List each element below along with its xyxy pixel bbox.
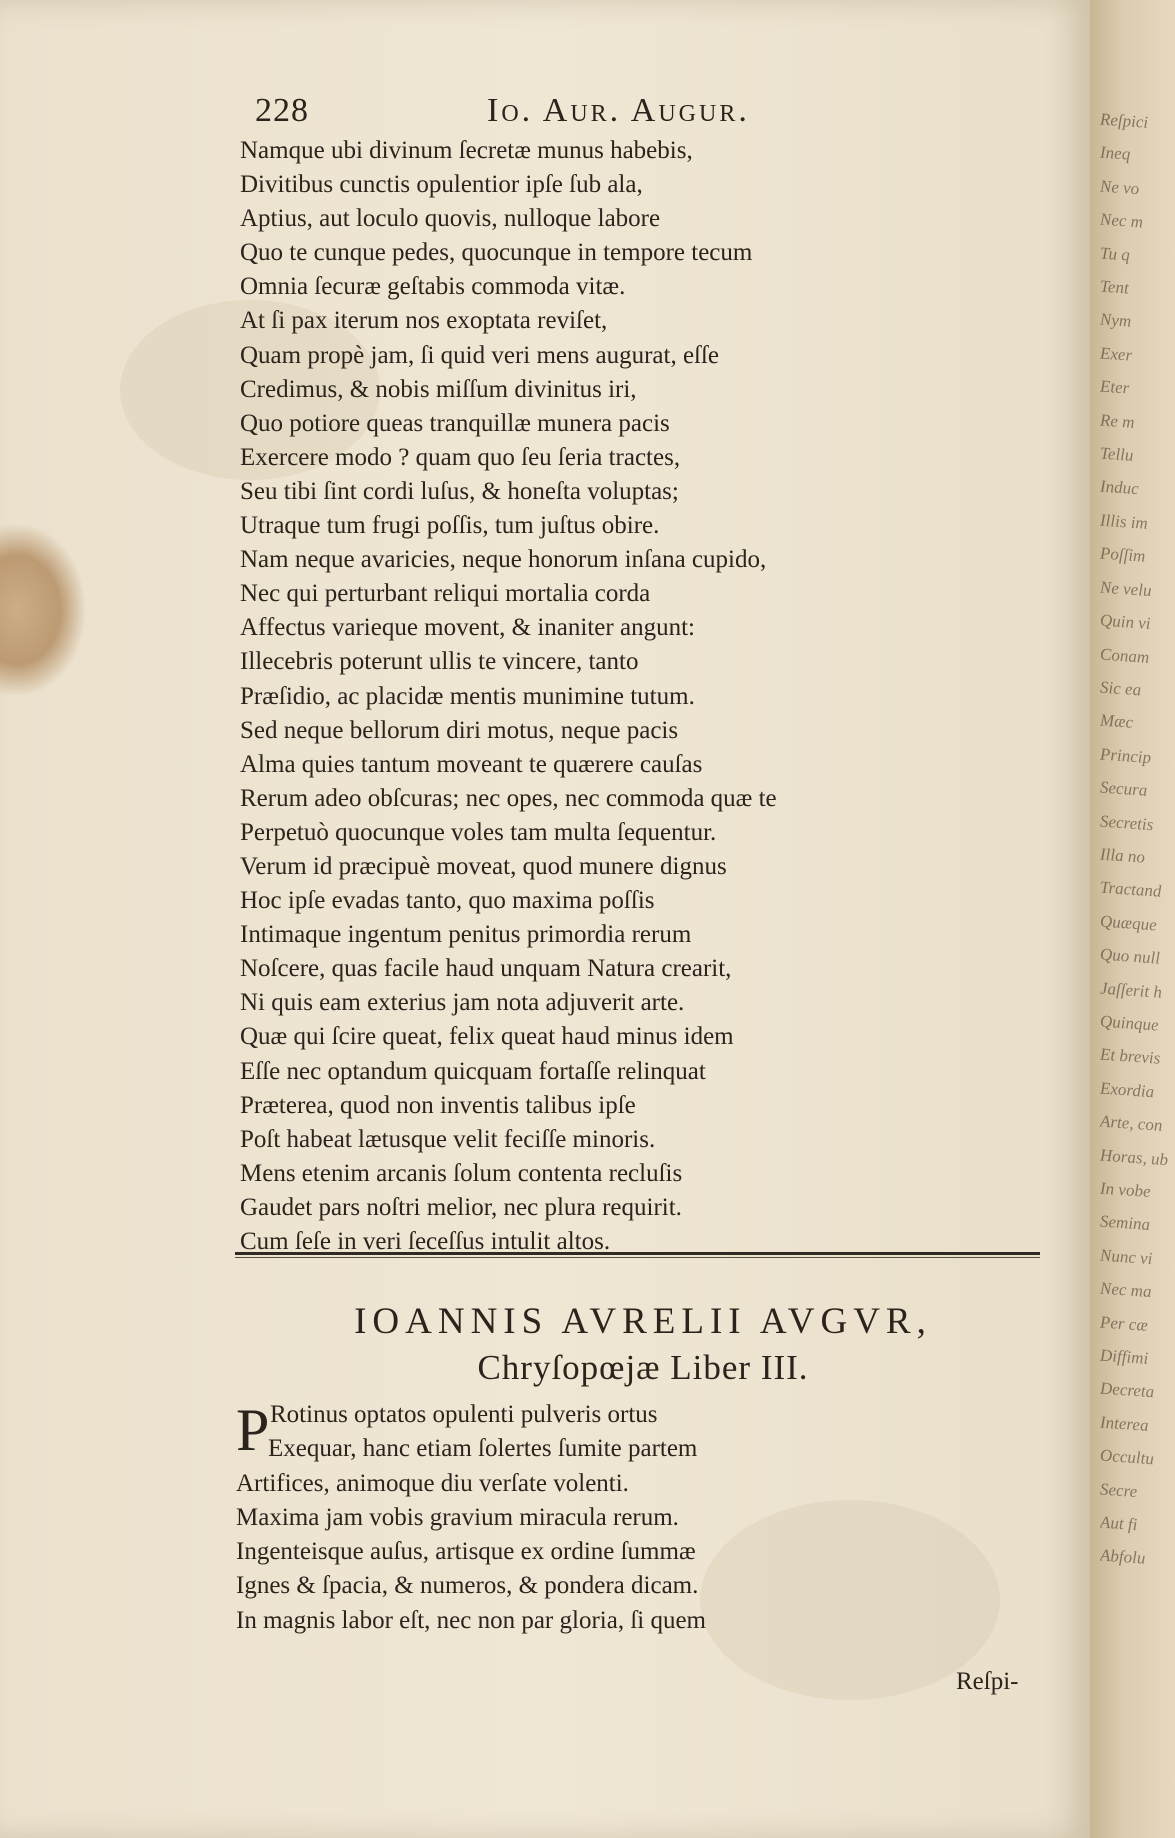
verse-line: Quo te cunque pedes, quocunque in tempore tecum — [240, 239, 753, 267]
facing-page-line: Decreta — [1100, 1378, 1155, 1402]
facing-page-line: Horas, ub — [1100, 1145, 1169, 1169]
facing-page-line: Nunc vi — [1100, 1245, 1153, 1269]
facing-page-line: Arte, con — [1100, 1111, 1163, 1136]
facing-page-line: Re m — [1100, 410, 1135, 432]
verse-line: Perpetuò quocunque voles tam multa ſequentur. — [240, 818, 717, 846]
facing-page-line: Quinque — [1100, 1011, 1159, 1035]
facing-page-line: Secura — [1100, 777, 1148, 800]
verse-line: Exequar, hanc etiam ſolertes ſumite partem — [268, 1435, 698, 1463]
verse-line: Mens etenim arcanis ſolum contenta recluſis — [240, 1159, 683, 1187]
facing-page-text — [1100, 103, 1170, 1578]
verse-line: Quo potiore queas tranquillæ munera pacis — [240, 409, 670, 437]
facing-page-line: Tractand — [1100, 877, 1162, 902]
facing-page-line: Poſſim — [1100, 543, 1146, 567]
verse-line: Sed neque bellorum diri motus, neque pacis — [240, 716, 679, 744]
facing-page-line: Princip — [1100, 744, 1151, 767]
verse-line: Noſcere, quas facile haud unquam Natura crearit, — [240, 955, 732, 983]
verse-line: Divitibus cunctis opulentior ipſe ſub ala, — [240, 171, 643, 199]
verse-line: Ni quis eam exterius jam nota adjuverit arte. — [240, 989, 685, 1017]
facing-page-line: Diffimi — [1100, 1345, 1149, 1368]
verse-line: Poſt habeat lætusque velit feciſſe minoris. — [240, 1125, 656, 1153]
verse-line: Præſidio, ac placidæ mentis munimine tutum. — [240, 682, 695, 710]
facing-page-line: Nym — [1100, 309, 1132, 332]
drop-capital: P — [236, 1397, 270, 1463]
verse-line: At ſi pax iterum nos exoptata reviſet, — [240, 307, 608, 335]
facing-page-line: Jaſſerit h — [1100, 978, 1162, 1002]
verse-line: Quam propè jam, ſi quid veri mens augurat, eſſe — [240, 341, 720, 369]
book-title: IOANNIS AVRELII AVGVR, — [354, 1301, 932, 1342]
facing-page-line: Interea — [1100, 1412, 1149, 1435]
verse-line: Eſſe nec optandum quicquam fortaſſe relinquat — [240, 1057, 706, 1085]
verse-line: Præterea, quod non inventis talibus ipſe — [240, 1091, 636, 1119]
facing-page-line: Induc — [1100, 477, 1139, 499]
torn-paper-patch — [0, 525, 85, 695]
verse-block — [240, 134, 960, 1259]
verse-line: Nec qui perturbant reliqui mortalia corda — [240, 580, 651, 608]
verse-line: Rotinus optatos opulenti pulveris ortus — [270, 1401, 658, 1428]
verse-line: Exercere modo ? quam quo ſeu ſeria tractes, — [240, 443, 681, 471]
running-head: Io. Aur. Augur. — [487, 92, 750, 129]
verse-line: Omnia ſecuræ geſtabis commoda vitæ. — [240, 273, 626, 301]
verse-line: Alma quies tantum moveant te quærere cauſas — [240, 750, 703, 778]
section-divider-rule — [235, 1252, 1040, 1258]
facing-page-line: In vobe — [1100, 1178, 1151, 1202]
facing-page-line: Quo null — [1100, 944, 1160, 968]
verse-line: Affectus varieque movent, & inaniter angunt: — [240, 614, 695, 642]
facing-page-line: Conam — [1100, 644, 1150, 667]
verse-line: Credimus, & nobis miſſum divinitus iri, — [240, 375, 637, 403]
facing-page-line: Tellu — [1100, 443, 1134, 465]
verse-line: Namque ubi divinum ſecretæ munus habebis, — [240, 137, 693, 164]
facing-page-line: Ne velu — [1100, 577, 1152, 600]
verse-line: Aptius, aut loculo quovis, nulloque labore — [240, 205, 661, 233]
facing-page-line: Aut fi — [1100, 1512, 1138, 1535]
facing-page-line: Exordia — [1100, 1078, 1155, 1102]
facing-page-line: Semina — [1100, 1211, 1151, 1235]
verse-line: Maxima jam vobis gravium miracula rerum. — [236, 1503, 679, 1531]
facing-page-line: Occultu — [1100, 1445, 1154, 1469]
facing-page-line: Ne vo — [1100, 176, 1140, 199]
verse-line: Ignes & ſpacia, & numeros, & pondera dicam. — [236, 1572, 699, 1600]
facing-page-line: Abfolu — [1100, 1546, 1146, 1569]
verse-block-book-three — [236, 1398, 956, 1638]
verse-line: Cum ſeſe in veri ſeceſſus intulit altos. — [240, 1228, 611, 1255]
verse-line: Seu tibi ſint cordi luſus, & honeſta voluptas; — [240, 477, 679, 505]
facing-page-line: Illa no — [1100, 844, 1145, 867]
facing-page-line: Nec m — [1100, 209, 1143, 232]
verse-line: Quæ qui ſcire queat, felix queat haud minus idem — [240, 1023, 734, 1051]
verse-line: Verum id præcipuè moveat, quod munere dignus — [240, 852, 727, 880]
verse-line: Artifices, animoque diu verſate volenti. — [236, 1469, 629, 1497]
page-number: 228 — [255, 92, 309, 129]
facing-page-line: Secretis — [1100, 811, 1154, 834]
facing-page-line: Eter — [1100, 376, 1130, 398]
verse-line: Nam neque avaricies, neque honorum inſana cupido, — [240, 546, 767, 574]
facing-page-line: Illis im — [1100, 510, 1148, 533]
verse-line: Rerum adeo obſcuras; nec opes, nec commoda quæ te — [240, 784, 777, 812]
facing-page-line: Tent — [1100, 276, 1129, 298]
facing-page-line: Exer — [1100, 343, 1133, 365]
facing-page-line: Reſpici — [1100, 109, 1149, 132]
facing-page-line: Et brevis — [1100, 1044, 1161, 1069]
facing-page-line: Secre — [1100, 1479, 1138, 1501]
verse-line: Hoc ipſe evadas tanto, quo maxima poſſis — [240, 887, 655, 915]
verse-line: In magnis labor eſt, nec non par gloria, ſi quem — [236, 1606, 707, 1634]
facing-page-line: Nec ma — [1100, 1278, 1152, 1302]
page-header — [255, 92, 845, 134]
facing-page-edge — [1090, 0, 1175, 1838]
verse-line: Gaudet pars noſtri melior, nec plura requirit. — [240, 1193, 682, 1221]
verse-line: Ingenteisque auſus, artisque ex ordine ſummæ — [236, 1538, 696, 1566]
facing-page-line: Sic ea — [1100, 677, 1142, 700]
facing-page-line: Quæque — [1100, 911, 1157, 935]
facing-page-line: Per cæ — [1100, 1312, 1148, 1335]
facing-page-line: Tu q — [1100, 243, 1130, 265]
verse-line: Utraque tum frugi poſſis, tum juſtus obire. — [240, 512, 660, 540]
catchword: Reſpi- — [956, 1668, 1019, 1695]
facing-page-line: Ineq — [1100, 142, 1131, 165]
verse-line: Intimaque ingentum penitus primordia rerum — [240, 921, 692, 949]
verse-line: Illecebris poterunt ullis te vincere, tanto — [240, 648, 639, 676]
facing-page-line: Mæc — [1100, 710, 1134, 733]
book-subtitle: Chryſopœjæ Liber III. — [477, 1348, 809, 1387]
facing-page-line: Quin vi — [1100, 610, 1151, 634]
